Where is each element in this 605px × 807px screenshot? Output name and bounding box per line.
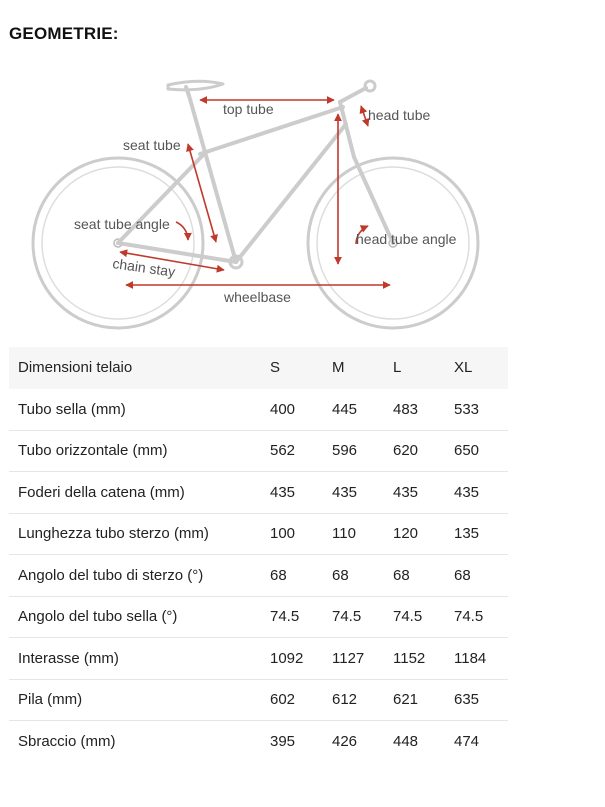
cell-s: 435 (270, 483, 296, 501)
table-row (9, 430, 508, 472)
label-seat-tube-angle: seat tube angle (74, 216, 170, 232)
cell-s: 1092 (270, 649, 304, 667)
cell-s: 68 (270, 566, 287, 584)
cell-m: 435 (332, 483, 358, 501)
page-title: GEOMETRIE: (9, 24, 119, 43)
cell-m: 110 (332, 525, 356, 543)
cell-l: 1152 (393, 649, 426, 667)
label-top-tube: top tube (223, 101, 274, 117)
cell-xl: 650 (454, 442, 480, 460)
table-row (9, 638, 508, 680)
row-label: Lunghezza tubo sterzo (mm) (18, 525, 209, 543)
table-header-row (9, 347, 508, 389)
cell-m: 68 (332, 566, 349, 584)
cell-s: 562 (270, 442, 296, 460)
row-label: Foderi della catena (mm) (18, 483, 185, 501)
cell-l: 621 (393, 691, 419, 709)
cell-m: 426 (332, 733, 358, 750)
label-head-tube-angle: head tube angle (356, 231, 457, 247)
row-label: Pila (mm) (18, 691, 83, 709)
table-row (9, 472, 508, 514)
cell-m: 1127 (332, 649, 365, 667)
header-label: Dimensioni telaio (18, 359, 133, 377)
cell-xl: 533 (454, 400, 480, 418)
cell-xl: 635 (454, 691, 480, 709)
header-size-s: S (270, 359, 281, 377)
cell-l: 68 (393, 566, 410, 584)
table-row (9, 721, 508, 763)
head-tube-arrow (361, 106, 368, 126)
row-label: Tubo orizzontale (mm) (18, 442, 168, 460)
seat-tube-angle-arc (176, 222, 188, 240)
cell-s: 395 (270, 733, 296, 750)
row-label: Sbraccio (mm) (18, 733, 116, 750)
label-chain-stay: chain stay (111, 255, 177, 280)
table-row (9, 679, 508, 721)
cell-xl: 74.5 (454, 608, 484, 626)
cell-s: 602 (270, 691, 296, 709)
cell-l: 120 (393, 525, 419, 543)
cell-l: 483 (393, 400, 419, 418)
cell-s: 100 (270, 525, 296, 543)
row-label: Angolo del tubo di sterzo (°) (18, 566, 204, 584)
row-label: Interasse (mm) (18, 649, 119, 667)
table-row (9, 389, 508, 431)
geometry-table (9, 347, 508, 762)
cell-xl: 135 (454, 525, 480, 543)
cell-m: 74.5 (332, 608, 362, 626)
header-size-m: M (332, 359, 345, 377)
cell-xl: 68 (454, 566, 471, 584)
table-row (9, 513, 508, 555)
cell-l: 448 (393, 733, 419, 750)
cell-s: 74.5 (270, 608, 300, 626)
row-label: Tubo sella (mm) (18, 400, 126, 418)
cell-m: 596 (332, 442, 358, 460)
cell-xl: 435 (454, 483, 480, 501)
label-seat-tube: seat tube (123, 137, 181, 153)
cell-l: 435 (393, 483, 419, 501)
cell-m: 612 (332, 691, 358, 709)
cell-l: 74.5 (393, 608, 423, 626)
cell-l: 620 (393, 442, 419, 460)
measurement-arrows (120, 100, 390, 285)
bike-geometry-diagram (28, 72, 498, 337)
label-head-tube: head tube (368, 107, 431, 123)
cell-xl: 1184 (454, 649, 487, 667)
label-wheelbase: wheelbase (224, 289, 291, 305)
table-row (9, 596, 508, 638)
header-size-xl: XL (454, 359, 473, 377)
header-size-l: L (393, 359, 402, 377)
row-label: Angolo del tubo sella (°) (18, 608, 178, 626)
cell-m: 445 (332, 400, 358, 418)
cell-xl: 474 (454, 733, 480, 750)
cell-s: 400 (270, 400, 296, 418)
table-row (9, 555, 508, 597)
